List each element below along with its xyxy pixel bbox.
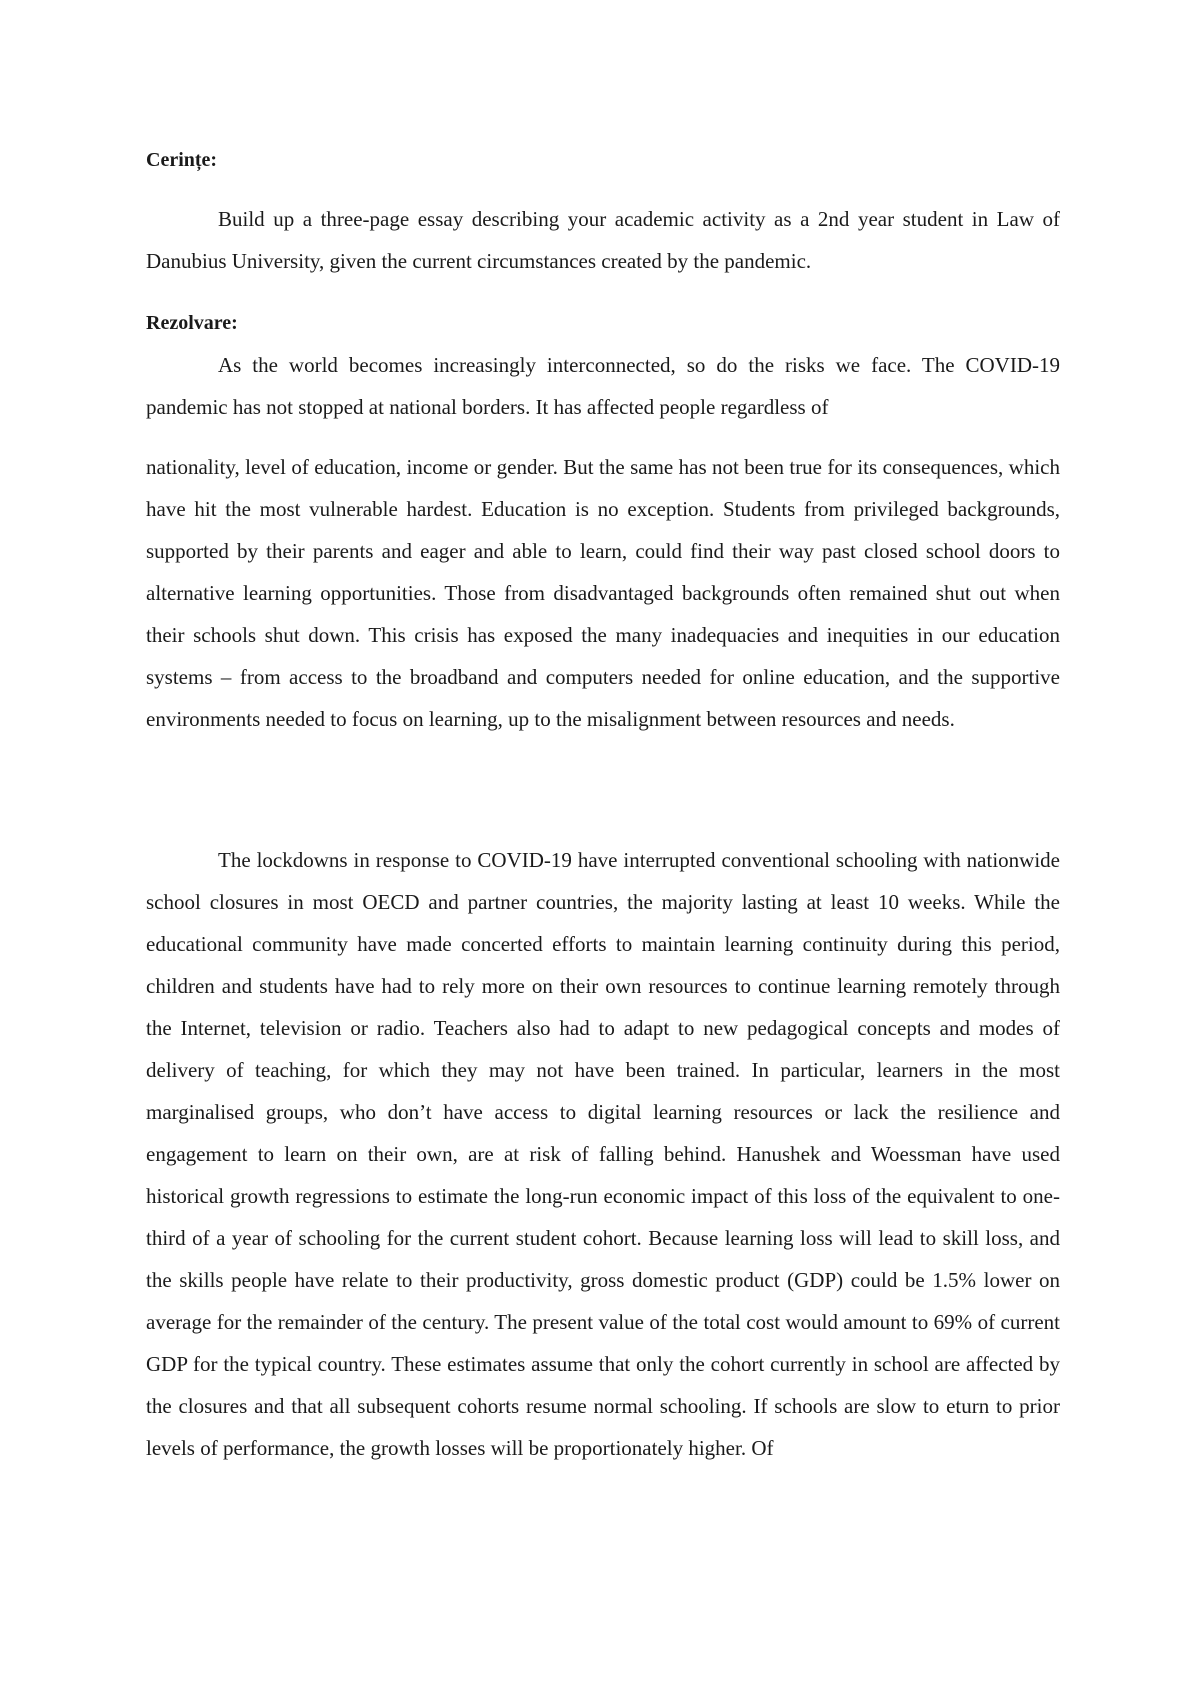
paragraph-2: The lockdowns in response to COVID-19 have interrupted conventional schooling with nationwide school closures in most OECD and partner countries, the majority lasting at least 10 weeks. While the educational community have made concerted efforts to maintain learning continuity during this period, children and students have had to rely more on their own resources to continue learning remotely through the Internet, television or radio. Teachers also had to adapt to new pedagogical concepts and modes of delivery of teaching, for which they may not have been trained. In particular, learners in the most marginalised groups, who don’t have access to digital learning resources or lack the resilience and engagement to learn on their own, are at risk of falling behind. Hanushek and Woessman have used historical growth regressions to estimate the long-run economic impact of this loss of the equivalent to one-third of a year of schooling for the current student cohort. Because learning loss will lead to skill loss, and the skills people have relate to their productivity, gross domestic product (GDP) could be 1.5% lower on average for the remainder of the century. The present value of the total cost would amount to 69% of current GDP for the typical country. These estimates assume that only the cohort currently in school are affected by the closures and that all subsequent cohorts resume normal schooling. If schools are slow to eturn to prior levels of performance, the growth losses will be proportionately higher. Of [146,848,1060,1460]
requirements-paragraph: Build up a three-page essay describing your academic activity as a 2nd year student in Law of Danubius University, given the current circumstances created by the pandemic. [146,207,1060,273]
solution-intro-paragraph: As the world becomes increasingly interconnected, so do the risks we face. The COVID-19 pandemic has not stopped at national borders. It has affected people regardless of [146,353,1060,419]
requirements-heading: Cerințe: [146,149,218,171]
paragraph-1-continued: nationality, level of education, income or gender. But the same has not been true for its consequences, which have hit the most vulnerable hardest. Education is no exception. Students from privileged backgrounds, supported by their parents and eager and able to learn, could find their way past closed school doors to alternative learning opportunities. Those from disadvantaged backgrounds often remained shut out when their schools shut down. This crisis has exposed the many inadequacies and inequities in our education systems – from access to the broadband and computers needed for online education, and the supportive environments needed to focus on learning, up to the misalignment between resources and needs. [146,455,1060,731]
solution-heading: Rezolvare: [146,312,238,334]
